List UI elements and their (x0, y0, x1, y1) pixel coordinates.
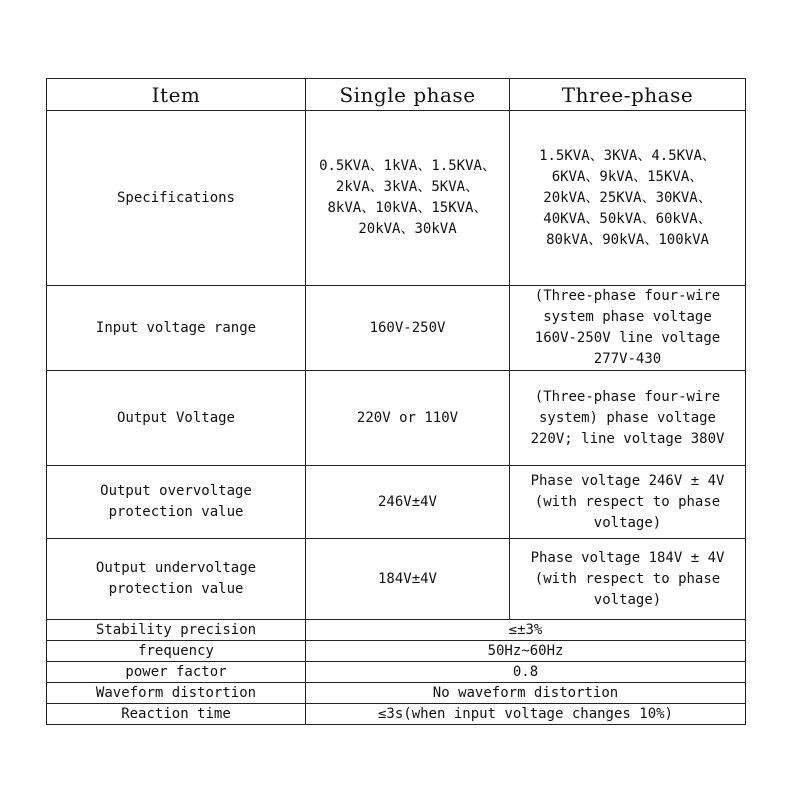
merged-value-cell: ≤±3% (306, 620, 746, 641)
single-phase-cell: 220V or 110V (306, 371, 510, 466)
item-cell: Waveform distortion (47, 683, 306, 704)
three-phase-cell: 1.5KVA、3KVA、4.5KVA、 6KVA、9kVA、15KVA、 20kVA、25KVA、30KVA、 40KVA、50kVA、60kVA、 80kVA、90kVA、100kVA (510, 111, 746, 286)
merged-value-cell: 50Hz~60Hz (306, 641, 746, 662)
single-phase-cell: 246V±4V (306, 466, 510, 539)
item-cell: Output Voltage (47, 371, 306, 466)
three-phase-cell: (Three-phase four-wire system) phase voltage 220V; line voltage 380V (510, 371, 746, 466)
header-single-phase: Single phase (306, 79, 510, 111)
merged-value-cell: 0.8 (306, 662, 746, 683)
item-cell: power factor (47, 662, 306, 683)
header-three-phase: Three-phase (510, 79, 746, 111)
table-row (47, 466, 746, 539)
table-row (47, 683, 746, 704)
item-cell: Reaction time (47, 704, 306, 725)
three-phase-cell: (Three-phase four-wire system phase voltage 160V-250V line voltage 277V-430 (510, 286, 746, 371)
table-row (47, 111, 746, 286)
spec-table (46, 78, 746, 725)
table-row (47, 286, 746, 371)
merged-value-cell: ≤3s(when input voltage changes 10%) (306, 704, 746, 725)
item-cell: Output undervoltage protection value (47, 539, 306, 620)
single-phase-cell: 160V-250V (306, 286, 510, 371)
table-row (47, 539, 746, 620)
header-row (47, 79, 746, 111)
table-row (47, 662, 746, 683)
three-phase-cell: Phase voltage 246V ± 4V (with respect to phase voltage) (510, 466, 746, 539)
table-row (47, 641, 746, 662)
single-phase-cell: 184V±4V (306, 539, 510, 620)
item-cell: Output overvoltage protection value (47, 466, 306, 539)
item-cell: Specifications (47, 111, 306, 286)
table-row (47, 620, 746, 641)
merged-value-cell: No waveform distortion (306, 683, 746, 704)
item-cell: Stability precision (47, 620, 306, 641)
item-cell: frequency (47, 641, 306, 662)
header-item: Item (47, 79, 306, 111)
three-phase-cell: Phase voltage 184V ± 4V (with respect to phase voltage) (510, 539, 746, 620)
table-row (47, 371, 746, 466)
table-row (47, 704, 746, 725)
item-cell: Input voltage range (47, 286, 306, 371)
single-phase-cell: 0.5KVA、1kVA、1.5KVA、 2kVA、3kVA、5KVA、 8kVA、10kVA、15KVA、 20kVA、30kVA (306, 111, 510, 286)
